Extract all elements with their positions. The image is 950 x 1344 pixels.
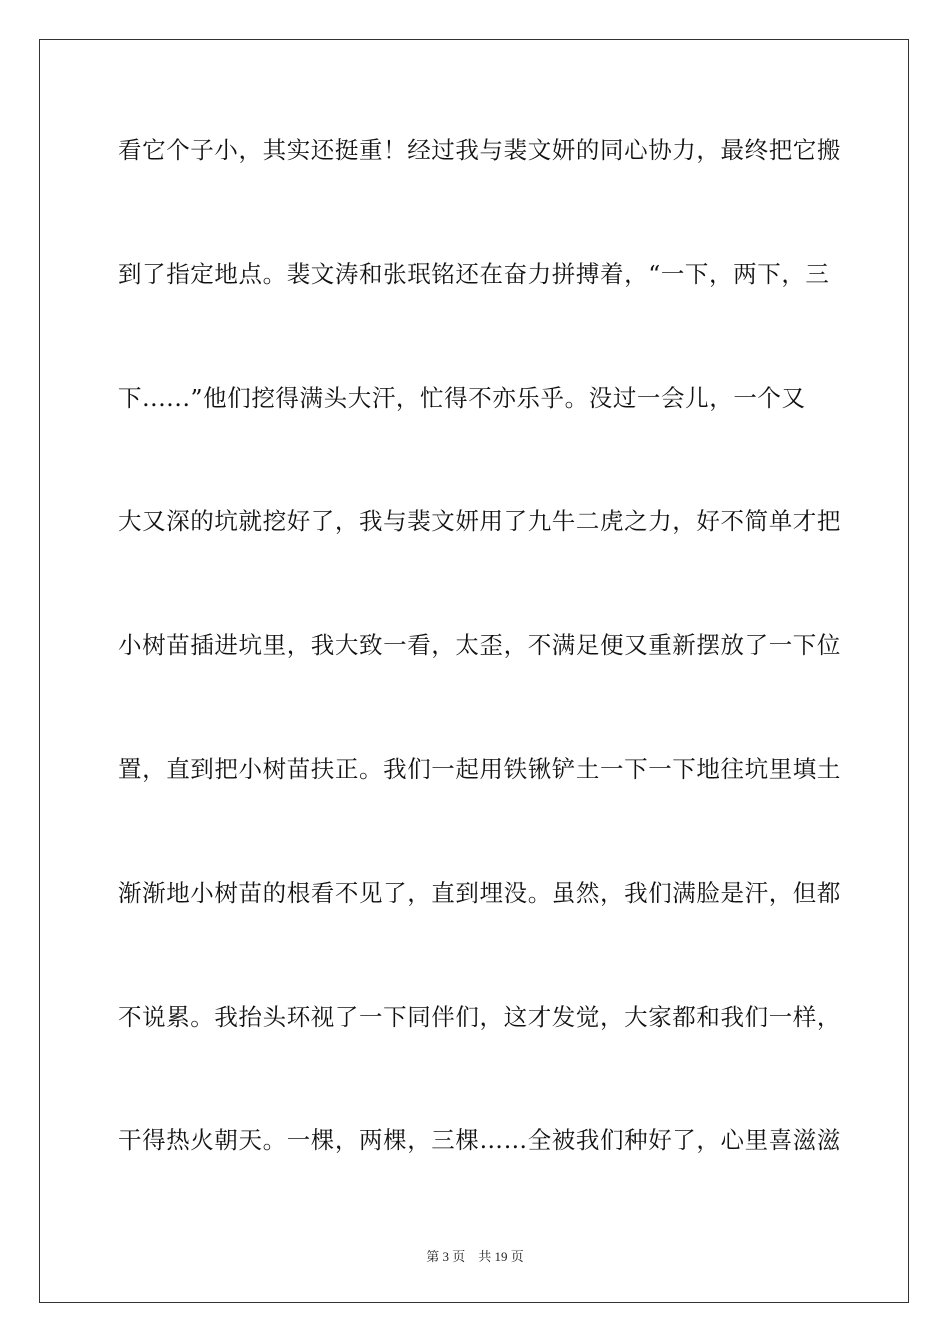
document-body: [118, 126, 841, 1240]
page-number: 第 3 页: [426, 1249, 466, 1264]
page-total: 共 19 页: [478, 1249, 524, 1264]
text-line: 置，直到把小树苗扶正。我们一起用铁锹铲土一下一下地往坑里填土: [118, 754, 841, 783]
page-footer: [0, 1246, 950, 1265]
text-line: 看它个子小，其实还挺重！经过我与裴文妍的同心协力，最终把它搬: [118, 136, 841, 164]
text-line: 渐渐地小树苗的根看不见了，直到埋没。虽然，我们满脸是汗，但都: [118, 878, 841, 907]
text-line: 干得热火朝天。一棵，两棵，三棵……全被我们种好了，心里喜滋滋: [118, 1126, 841, 1155]
text-line: 到了指定地点。裴文涛和张珉铭还在奋力拼搏着，“一下，两下，三: [118, 259, 830, 288]
text-line: 不说累。我抬头环视了一下同伴们，这才发觉，大家都和我们一样，: [118, 1002, 841, 1031]
text-line: 小树苗插进坑里，我大致一看，太歪，不满足便又重新摆放了一下位: [118, 631, 841, 660]
text-line: 大又深的坑就挖好了，我与裴文妍用了九牛二虎之力，好不简单才把: [118, 507, 841, 536]
text-line: 下......”他们挖得满头大汗，忙得不亦乐乎。没过一会儿，一个又: [118, 383, 806, 412]
